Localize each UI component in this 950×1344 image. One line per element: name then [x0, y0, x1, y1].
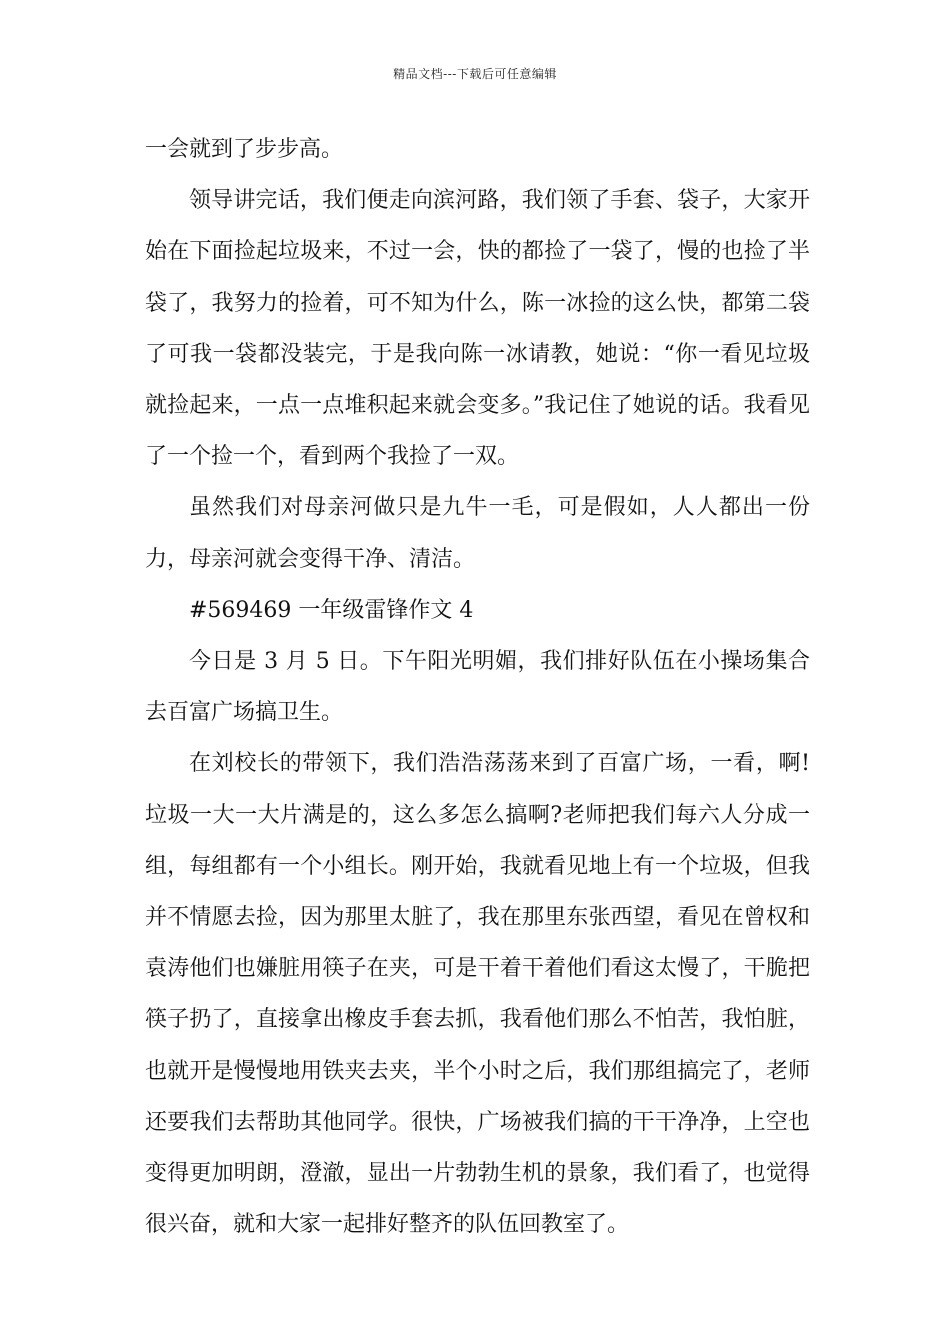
- document-body: [145, 124, 810, 1250]
- page-header: 精品文档---下载后可任意编辑: [393, 67, 557, 81]
- paragraph-5: 在刘校长的带领下，我们浩浩荡荡来到了百富广场，一看，啊!垃圾一大一大片满是的，这么多怎么搞啊?老师把我们每六人分成一组，每组都有一个小组长。刚开始，我就看见地上有一个垃圾，但我并不情愿去捡，因为那里太脏了，我在那里东张西望，看见在曾权和袁涛他们也嫌脏用筷子在夹，可是干着干着他们看这太慢了，干脆把筷子扔了，直接拿出橡皮手套去抓，我看他们那么不怕苦，我怕脏，也就开是慢慢地用铁夹去夹，半个小时之后，我们那组搞完了，老师还要我们去帮助其他同学。很快，广场被我们搞的干干净净，上空也变得更加明朗，澄澈，显出一片勃勃生机的景象，我们看了，也觉得很兴奋，就和大家一起排好整齐的队伍回教室了。: [145, 751, 810, 1238]
- essay-heading: #569469 一年级雷锋作文 4: [189, 597, 474, 623]
- paragraph-2: 领导讲完话，我们便走向滨河路，我们领了手套、袋子，大家开始在下面捡起垃圾来，不过一会，快的都捡了一袋了，慢的也捡了半袋了，我努力的捡着，可不知为什么，陈一冰捡的这么快，都第二袋了可我一袋都没装完，于是我向陈一冰请教，她说：“你一看见垃圾就捡起来，一点一点堆积起来就会变多。”我记住了她说的话。我看见了一个捡一个，看到两个我捡了一双。: [145, 188, 810, 470]
- paragraph-3: 虽然我们对母亲河做只是九牛一毛，可是假如，人人都出一份力，母亲河就会变得干净、清洁。: [145, 495, 810, 572]
- paragraph-4: 今日是 3 月 5 日。下午阳光明媚，我们排好队伍在小操场集合去百富广场搞卫生。: [145, 649, 810, 726]
- paragraph-1: 一会就到了步步高。: [145, 137, 344, 162]
